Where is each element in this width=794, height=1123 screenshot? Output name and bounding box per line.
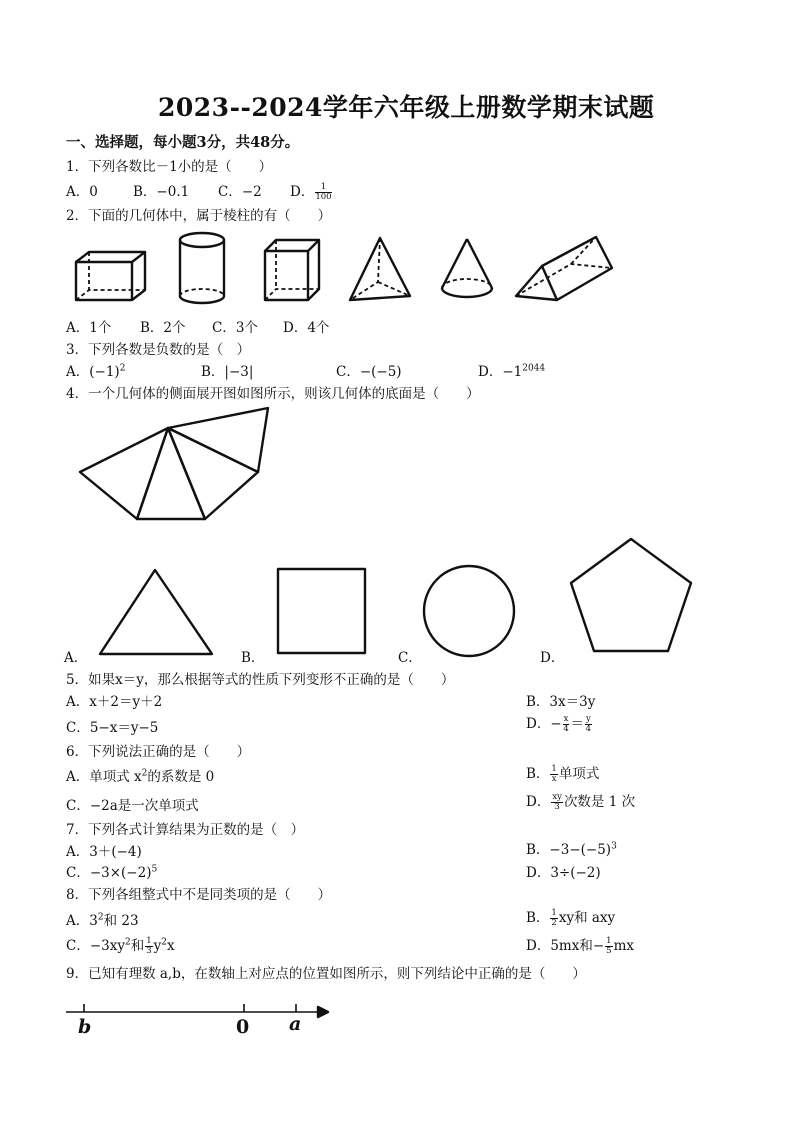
q2-option-b: B．2个: [140, 320, 186, 336]
question-6-stem: 6．下列说法正确的是（ ）: [66, 744, 251, 760]
q3-option-c: C．−(−5): [336, 364, 402, 380]
q7-option-a: A．3＋(−4): [66, 844, 142, 860]
q3-option-a: A．$(-1)^2$: [66, 363, 126, 380]
q5-option-a: A．x＋2＝y＋2: [66, 694, 163, 710]
q8-option-c: C．$-3xy^2$和 $\frac{1}{3}$ $y^2x$: [66, 936, 175, 956]
q7-option-d: D．3÷(−2): [526, 865, 601, 881]
question-7-stem: 7．下列各式计算结果为正数的是（ ）: [66, 822, 305, 838]
q5-option-c: C．5−x＝y−5: [66, 720, 159, 736]
q7-option-c: C．$-3\times(-2)^5$: [66, 864, 158, 881]
q2-option-a: A．1个: [66, 320, 112, 336]
page-title: 2023--2024学年六年级上册数学期末试题: [158, 93, 655, 122]
q3-option-d: D．$-1^{2044}$: [478, 363, 546, 380]
question-2-stem: 2．下面的几何体中，属于棱柱的有（ ）: [66, 208, 332, 224]
q3-option-b: B．|−3|: [201, 364, 254, 380]
q6-option-a: A．单项式 $x^2$的系数是 0: [66, 768, 215, 785]
question-3-stem: 3．下列各数是负数的是（ ）: [66, 342, 251, 358]
q4-label-d: D．: [540, 650, 565, 666]
q2-option-c: C．3个: [212, 320, 258, 336]
q8-option-d: D．5mx和− $\frac{1}{5}$ mx: [526, 936, 634, 956]
q4-label-a: A．: [64, 650, 88, 666]
q1-option-b: B．−0.1: [133, 184, 190, 200]
question-9-stem: 9．已知有理数 a,b，在数轴上对应点的位置如图所示，则下列结论中正确的是（ ）: [66, 966, 586, 982]
q1-option-d-fraction: $\frac{1}{100}$: [315, 182, 332, 202]
question-8-stem: 8．下列各组整式中不是同类项的是（ ）: [66, 887, 332, 903]
q6-option-d: D． $\frac{xy}{3}$ 次数是 1 次: [526, 792, 636, 812]
q6-option-b: B． $\frac{1}{x}$ 单项式: [526, 764, 600, 784]
axis-label-b: b: [78, 1016, 92, 1038]
q5-option-d: D．− $\frac{x}{4}$ ＝ $\frac{y}{4}$: [526, 714, 592, 734]
q8-option-b: B． $\frac{1}{2}$ xy和 axy: [526, 908, 616, 928]
q5-option-b: B．3x＝3y: [526, 694, 596, 710]
section-heading: 一、选择题，每小题3分，共48分。: [66, 134, 300, 151]
q2-option-d: D．4个: [283, 320, 330, 336]
q1-option-c: C．−2: [218, 184, 262, 200]
q8-option-a: A．$3^2$和 23: [66, 912, 139, 929]
axis-label-zero: 0: [236, 1016, 250, 1038]
question-1-stem: 1．下列各数比－1小的是（ ）: [66, 159, 273, 175]
q4-label-b: B．: [241, 650, 265, 666]
q6-option-c: C．−2a是一次单项式: [66, 798, 199, 814]
axis-label-a: a: [289, 1013, 302, 1035]
q1-option-a: A．0: [66, 184, 98, 200]
q4-label-c: C．: [398, 650, 422, 666]
q1-option-d-label: D．: [290, 184, 315, 200]
q7-option-b: B．$-3-(-5)^3$: [526, 841, 617, 858]
question-4-stem: 4．一个几何体的侧面展开图如图所示，则该几何体的底面是（ ）: [66, 386, 480, 402]
question-5-stem: 5．如果x＝y，那么根据等式的性质下列变形不正确的是（ ）: [66, 672, 455, 688]
